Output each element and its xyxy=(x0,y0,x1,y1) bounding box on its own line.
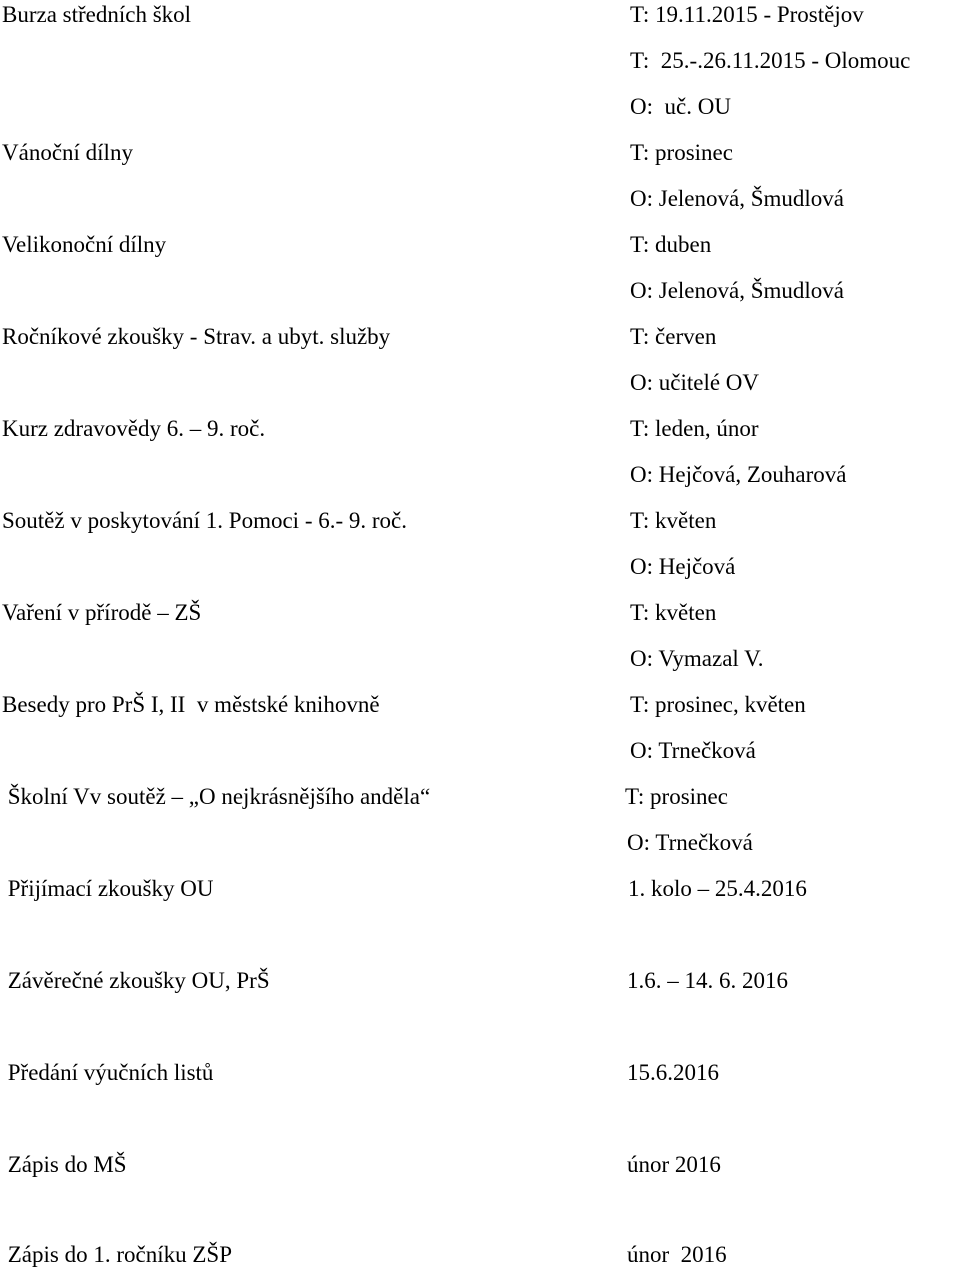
event-name: Besedy pro PrŠ I, II v městské knihovně xyxy=(2,692,380,717)
event-detail: 1.6. – 14. 6. 2016 xyxy=(627,968,788,993)
event-name: Vaření v přírodě – ZŠ xyxy=(2,600,202,625)
event-name: Vánoční dílny xyxy=(2,140,133,165)
event-name: Závěrečné zkoušky OU, PrŠ xyxy=(2,968,270,993)
event-name: Burza středních škol xyxy=(2,2,192,27)
event-name: Ročníkové zkoušky - Strav. a ubyt. služby xyxy=(2,324,391,349)
event-name: Soutěž v poskytování 1. Pomoci - 6.- 9. roč. xyxy=(2,508,408,533)
event-detail: O: uč. OU xyxy=(630,94,731,119)
event-detail: O: Hejčová xyxy=(630,554,736,579)
event-name: Zápis do 1. ročníku ZŠP xyxy=(2,1242,232,1267)
event-detail: T: prosinec xyxy=(630,140,733,165)
event-detail: O: Trnečková xyxy=(630,738,756,763)
event-detail: O: učitelé OV xyxy=(630,370,760,395)
event-detail: T: prosinec xyxy=(625,784,728,809)
event-detail: T: květen xyxy=(630,600,717,625)
event-detail: T: 19.11.2015 - Prostějov xyxy=(630,2,864,27)
event-name: Kurz zdravovědy 6. – 9. roč. xyxy=(2,416,266,441)
event-detail: O: Jelenová, Šmudlová xyxy=(630,186,844,211)
event-name: Předání výučních listů xyxy=(2,1060,214,1085)
event-detail: 1. kolo – 25.4.2016 xyxy=(628,876,807,901)
event-detail: T: květen xyxy=(630,508,717,533)
event-detail: T: 25.-.26.11.2015 - Olomouc xyxy=(630,48,911,73)
event-detail: únor 2016 xyxy=(627,1242,727,1267)
event-detail: T: červen xyxy=(630,324,717,349)
event-name: Přijímací zkoušky OU xyxy=(2,876,214,901)
event-detail: T: leden, únor xyxy=(630,416,759,441)
event-detail: O: Jelenová, Šmudlová xyxy=(630,278,844,303)
event-name: Školní Vv soutěž – „O nejkrásnějšího anděla“ xyxy=(2,784,431,809)
event-detail: O: Trnečková xyxy=(627,830,753,855)
event-detail: O: Vymazal V. xyxy=(630,646,764,671)
event-name: Zápis do MŠ xyxy=(2,1152,127,1177)
event-detail: T: prosinec, květen xyxy=(630,692,806,717)
event-detail: únor 2016 xyxy=(627,1152,721,1177)
event-detail: 15.6.2016 xyxy=(627,1060,719,1085)
event-name: Velikonoční dílny xyxy=(2,232,167,257)
event-detail: T: duben xyxy=(630,232,712,257)
event-detail: O: Hejčová, Zouharová xyxy=(630,462,847,487)
